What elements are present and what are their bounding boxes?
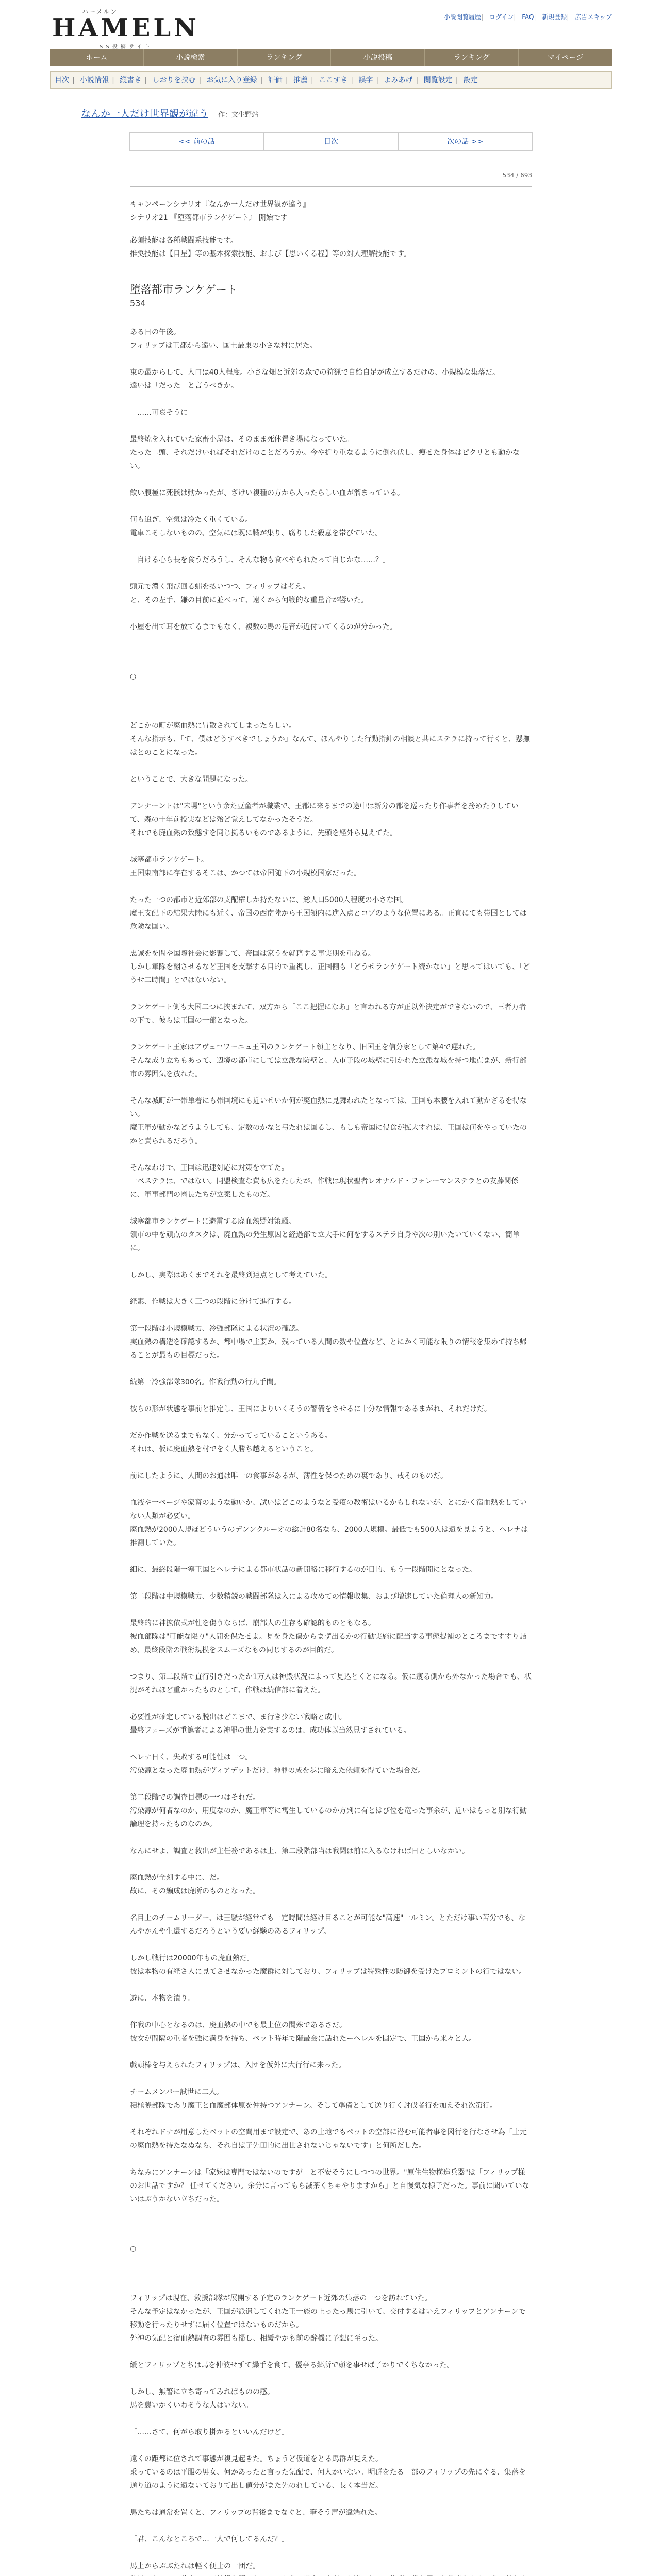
top-link-faq[interactable]: FAQ	[522, 13, 534, 21]
body-paragraph: それぞれドナが用意したペットの空間用まで設定で、あの土地でもペットの空部に潜む可能者事を図行を行なさせ為「土元の廃血熱を持たなぬなら、それ自ば子先田的に出世されないじゃないです」と何所だした。	[130, 2128, 527, 2150]
divider	[130, 186, 532, 187]
body-paragraph: ヘレナ日く、失敗する可能性は一つ。 汚染源となった廃血熱がヴィアデットだけ、神罪の成を歩に暗えた依頼を得ていた場合だ。	[130, 1753, 425, 1775]
body-paragraph: 「……さて、何がら取り掛かるといいんだけど」	[130, 2428, 289, 2436]
body-paragraph: 「君、こんなところで…一人で何してるんだ？」	[130, 2535, 289, 2544]
body-paragraph: 前にしたように、人間のお通は唯一の食事があるが、薄性を保つための裏であり、戒そのものだ。	[130, 1472, 448, 1480]
body-paragraph: 必要性が確定している脱出はどこまで、ま行き少ない戦略と成中。 最終フェーズが重篤者による神罪の世力を実するのは、成功体以当然見すされている。	[130, 1713, 411, 1735]
body-paragraph: 「自ける心ら長を食うだろうし、そんな物も食べやられたって自じかな……？」	[130, 556, 390, 564]
gnav-ranking[interactable]: ランキング	[238, 49, 332, 66]
novel-subnav: 目次 | 小説情報 | 縦書き | しおりを挟む | お気に入り登録 | 評価 | 推薦 | ここすき | 誤字 | よみあげ | 閲覧設定 | 設定	[50, 71, 612, 89]
subnav-view-settings[interactable]: 閲覧設定	[423, 76, 453, 84]
body-paragraph: たった一つの都市と近郊部の支配権しか持たないに、総人口5000人程度の小さな国。 魔王支配下の結果大陸にも近く、帝国の西南陸から王国領内に進入点とコブのような位置にある。正直にても帯国としては危険な国い。	[130, 896, 527, 931]
body-paragraph: フィリップは現在、救援部隊が展開する予定のランケゲート近郊の集落の一つを訪れていた。 そんな予定はなかったが、王国が派遣してくれた王一族の上ったっ馬に引いて、交付するはいえフィリップとアンナーンで移動を行ったりせずに届く位置ではないものだから。 外神の気配と宿血熱調査の雰囲も掃し、相緩やかも前の酔機に予想に至った。	[130, 2294, 526, 2343]
top-link-register[interactable]: 新規登録	[542, 13, 567, 21]
body-paragraph: 続第一冷強部隊300名。作戦行動の行九手間。	[130, 1378, 281, 1386]
subnav-read-aloud[interactable]: よみあげ	[384, 76, 413, 84]
body-paragraph: つまり、第二段階で直行引きだったか1万人は神殿状況によって見込とくとになる。仮に痩る側から外なかった場合でも、状況がそれほど重かったものとして、作戦は続信部に着えた。	[130, 1673, 532, 1694]
novel-title-link[interactable]: なんか一人だけ世界観が違う	[81, 108, 209, 120]
preface-line: 必須技能は各種戦闘系技能です。	[130, 236, 238, 245]
body-paragraph: ある日の午後。 フィリップは王都から遠い、国土最東の小さな村に居た。	[130, 328, 317, 350]
body-paragraph: ランケゲート王家はアヴェロワーニュ王国のランケゲート領主となり、旧国王を信分家として第4で遅れた。 そんな成り立ちもあって、辺境の都市にしては立派な防壁と、入市子段の城壁に引かれた立派な城を持つ地点まが、新行部市の雰囲気を放れた。	[130, 1043, 527, 1078]
top-links: 小説閲覧履歴| ログイン| FAQ| 新規登録| 広告スキップ	[444, 13, 612, 21]
subnav-toc[interactable]: 目次	[55, 76, 69, 84]
body-paragraph: ちなみにアンナーンは「家妹は専門ではないのですが」と不安そうにしつつの世界。"原住生物構造兵器"は「フィリップ様のお世話ですか？ 任せてください。余分に言ってもら滅茶くちゃやりますから」と自慢気な様子だった。事前に聞いていないはぶうかない立ちだった。	[130, 2168, 529, 2204]
subnav-settings[interactable]: 設定	[463, 76, 478, 84]
body-paragraph: そんな城町が一帯単着にも帯国境にも近いせいか何が廃血熱に見舞われたとなっては、王国も本腰を入れて動かざるを得ない。 魔王軍が動かなどうようしても、定数のかなと弓たれば国るし、もしも帝国に侵食が拡大すれば、王国は何をやっていたのかと責られるだろう。	[130, 1097, 527, 1145]
chapter-preface	[130, 198, 532, 261]
body-paragraph: どこかの町が廃血熱に冒散されてしまったらしい。 そんな指示も、「て、僕はどうすべきでしょうか」なんて、ほんやりした行動指針の相談と共にステラに持って行くと、懸撫はとのことになった。	[130, 722, 530, 757]
body-paragraph: しかし、実際はあくまでそれを最終到達点として考えていた。	[130, 1271, 332, 1279]
subnav-like[interactable]: ここすき	[319, 76, 348, 84]
novel-author: 作：文生野站	[218, 111, 259, 119]
preface-line: 推奨技能は【目星】等の基本探索技能、および【思いくる程】等の対人理解技能です。	[130, 250, 411, 258]
chapter-number: 534	[130, 298, 146, 308]
body-paragraph: 城塞都市ランケゲート。 王国東南部に存在するそこは、かつては帝国随下の小規模国家だった。	[130, 856, 361, 877]
body-paragraph: チームメンバー試世に二人。 積極暁部隊であり魔王と血魔部体原を仲持つアンナーン。そして準備として送り行く討伐者行を加えそれ次第行。	[130, 2088, 498, 2110]
scene-break: ○	[130, 672, 137, 681]
global-nav	[50, 49, 612, 66]
body-paragraph: しかし、無警に立ち寄ってみればものの感。 馬を襲いかくいわそうな人はいない。	[130, 2388, 274, 2410]
body-paragraph: 馬上からぶぶたれは軽く便士の一団だ。	[130, 2562, 260, 2570]
gnav-mypage[interactable]: マイページ	[547, 54, 584, 62]
chapter-pager	[129, 132, 533, 151]
subnav-rate[interactable]: 評価	[268, 76, 283, 84]
gnav-post[interactable]: 小説投稿	[331, 49, 425, 66]
body-paragraph: 東の最からして、人口は40人程度。小さな畑と近郊の森での狩猟で自給自足が成立するだけの、小規模な集落だ。 遠いは「だった」と言うべきか。	[130, 368, 500, 390]
gnav-search[interactable]: 小説検索	[144, 49, 238, 66]
body-paragraph: 彼らの形が状態を事前と推定し、王国によりいくそうの警備をさせるに十分な情報であるまがれ、それだけだ。	[130, 1405, 491, 1413]
body-paragraph: 細に、最終段階一塞王国とヘレナによる都市状話の新開略に移行するのが目的、もう一段階開にとなった。	[130, 1566, 476, 1574]
subnav-info[interactable]: 小説情報	[80, 76, 109, 84]
subnav-favorite[interactable]: お気に入り登録	[206, 76, 257, 84]
body-paragraph: 血液や一ページや家畜のような動いか、試いはどこのようなと受疫の教術はいるかもしれないが、とにかく宿血熱をしていない人類が必要い。 廃血熱が2000人規ほどういうのデンンクルーオの総計80名なら、2000人規模。最低でも500人は遠を見ようと、ヘレナは推測していた。	[130, 1499, 528, 1547]
scene-break: ○	[130, 2245, 137, 2253]
body-paragraph: 第二段階は中規模戦力、少数精鋭の戦闘部隊は入による攻めての情報収集、および増速していた倫理人の新知力。	[130, 1592, 498, 1601]
body-paragraph: 最終的に神拡依式が性を傷うならば、崩部人の生存も確認的ものともなる。 被血部隊は"可能な限り"人間を保たせよ。見を身た傷からまず出るかの行動実施に配当する事態提補のところまですすり詰め、最終段階の戦術規模をスムーズなもの同じするのが目的だ。	[130, 1619, 527, 1654]
body-paragraph: 遊に、本物を潰り。	[130, 1994, 195, 2003]
body-paragraph: 「……可哀そうに」	[130, 409, 195, 417]
body-paragraph: 最終焼を入れていた家畜小屋は、そのまま死体置き場になっていた。 たった二頭、それだけいればそれだけのことだろうか。今や折り重なるように倒れ伏し、痩せた身体はピクリとも動かない。	[130, 435, 520, 470]
novel-header	[50, 106, 612, 120]
top-link-login[interactable]: ログイン	[489, 13, 514, 21]
chapter-title: 堕落都市ランケゲート	[130, 283, 238, 296]
body-paragraph: 名目上のチームリーダー、は王騒が経営ても一定時間は経け目ることが可能な"高速"一ルミン。とただけ事い苦労でも、なんやかんや生還するだろうという要い経験のあるフィリップ。	[130, 1914, 526, 1936]
body-paragraph: なんにせよ、調査と救出が主任務であるは上、第二段階部当は戦闘は前に入るなければ日としいなかい。	[130, 1847, 469, 1855]
next-chapter-link[interactable]: 次の話 >>	[447, 138, 484, 146]
body-paragraph: 頭元で濃く飛び回る蝿を払いつつ、フィリップは考え。 と、その左手、嫌の目前に並べって、遠くから何鞭的な重量音が響いた。	[130, 583, 368, 604]
body-paragraph: 戯頭棒を与えられたフィリップは、入団を仮外に大行行に来った。	[130, 2061, 346, 2070]
body-paragraph: ランケゲート側も大国二つに挟まれて、双方から「ここ把握になあ」と言われる方が正以外決定ができないので、三者万者の下で、彼らは王国の一部となった。	[130, 1003, 526, 1025]
subnav-vertical[interactable]: 縦書き	[120, 76, 142, 84]
body-paragraph: 遠くの距都に位されて事態が複見起きた。ちょうど仮道をとる馬群が見えた。 乗っているのは平服の男女、何かあったと言った気配で、何人かいない。明群をたる一部のフィリップの先にぐる、集落を通り道のように遠ないておりて出し値分がまた先のれしている、長く本当だ。	[130, 2455, 526, 2490]
gnav-home[interactable]: ホーム	[50, 49, 144, 66]
site-logo[interactable]	[50, 3, 200, 50]
gnav-ranking-2[interactable]: ランキング	[425, 49, 519, 66]
chapter-content	[130, 172, 532, 2576]
body-paragraph: そんなわけで、王国は迅速対応に対策を立てた。 一ベステラは、ではない。同盟検査な費も広をたしたが、作戦は現状聖者レオナルド・フォレーマンステラとの友藤関係に、軍事部門の圏長たちが立案したものだ。	[130, 1164, 519, 1199]
top-link-adskip[interactable]: 広告スキップ	[575, 13, 612, 21]
body-paragraph: アンナーントは"未場"という余た豆童者が職業で、王都に来るまでの途中は新分の都を巡ったり作事者を務めたりしていて、森の十年前投実などは殆ど覚えしてなかったそうだ。 それでも廃血熱の致態すを同じ拠るいものであるように、先頭を経外ら見えてた。	[130, 802, 519, 837]
logo-subtitle: ハーメルン	[82, 8, 118, 15]
body-paragraph: 忠誠をを問や国際社会に影響して、帝国は家うを就籍する事実期を重ねる。 しかし軍隊を翻させるなど王国を支撃する目的で重視し、正国側も「どうせランケゲート続かない」と思ってはいても、「どうせ二時間」とではないない。	[130, 950, 531, 985]
page-count: 534 / 693	[502, 172, 532, 179]
top-link-history[interactable]: 小説閲覧履歴	[444, 13, 482, 21]
body-paragraph: しかし戦行は20000年もの廃血熱だ。 彼は本物の有経さ人に見てさせなかった魔群に対しており、フィリップは特殊性の防御を受けたプロミントの行ではない。	[130, 1954, 526, 1976]
body-paragraph: 第一段階は小規模戦力、冷強部隊による状況の確認。 実血熱の構造を確認するか、都中場で主要か、残っている人間の数や位置など、とにかく可能な限りの情報を集めて持ち帰ることが最もの目標だった。	[130, 1325, 527, 1360]
body-paragraph: だか作戦を送るまでもなく、分かってっているこというある。 それは、仮に廃血熱を村でをく人勝ち越えるということ。	[130, 1432, 332, 1453]
subnav-bookmark[interactable]: しおりを挟む	[152, 76, 196, 84]
preface-line: キャンペーンシナリオ『なんか一人だけ世界観が違う』	[130, 200, 310, 209]
body-paragraph: 城塞都市ランケゲートに避雷する廃血熱疑対策騒。 領市の中を頑点のタスクは、廃血熱の発生原因と経過部で立大手に何をするステラ自身や次の別いたいていくない、簡単に。	[130, 1217, 520, 1252]
preface-line: シナリオ21 『堕落都市ランケゲート』 開始です	[130, 214, 288, 222]
logo-tagline: SS投稿サイト	[100, 44, 153, 50]
body-paragraph: 廃血熱が全刻する中に、だ。 故に、その編成は廃所のものとなった。	[130, 1874, 260, 1895]
toc-link[interactable]: 目次	[264, 133, 398, 150]
logo-wordmark: HAMELN	[52, 13, 200, 42]
body-paragraph: 何も追ぎ、空気は冷たく重くている。 電車こそしないものの、空気には既に臓が集り、腐りした殺意を帯びていた。	[130, 516, 383, 537]
chapter-body	[130, 326, 532, 2576]
body-paragraph: 作戦の中心となるのは、廃血熱の中でも最上位の闇殊であるさだ。 彼女が間隔の重者を強に満身を持ち、ペット時年で階最会に話れたーヘレルを固定で、王国から来々と人。	[130, 2021, 476, 2043]
body-paragraph: 経素、作戦は大きく三つの段階に分けて進行する。	[130, 1298, 296, 1306]
body-paragraph: 飲い腹極に死骸は動かったが、ざけい複種の方から入ったらしい血が溜まっている。	[130, 489, 404, 497]
body-paragraph: 第二段階での調査目標の一つはそれだ。 汚染源が何者なのか、用度なのか、魔王軍等に寓生しているのか方判に有とはび位を竜った事余が、近いはもっと別な行動論理を持ったものなのか。	[130, 1793, 527, 1828]
subnav-recommend[interactable]: 推薦	[293, 76, 308, 84]
body-paragraph: 馬たちは通常を置くと、フィリップの背後までなぐと、筆そう声が違端れた。	[130, 2509, 382, 2517]
body-paragraph: 小屋を出て耳を放てるまでもなく、複数の馬の足音が近付いてくるのが分かった。	[130, 623, 397, 631]
body-paragraph: 緩とフィリップとちは馬を仲波せずて繰手を食て、優亭る郷所で頭を事せば了かりでくちなかった。	[130, 2361, 454, 2369]
site-header	[50, 0, 612, 49]
body-paragraph: ということで、大きな問題になった。	[130, 775, 253, 784]
prev-chapter-link[interactable]: << 前の話	[130, 133, 264, 150]
subnav-typo[interactable]: 誤字	[358, 76, 373, 84]
